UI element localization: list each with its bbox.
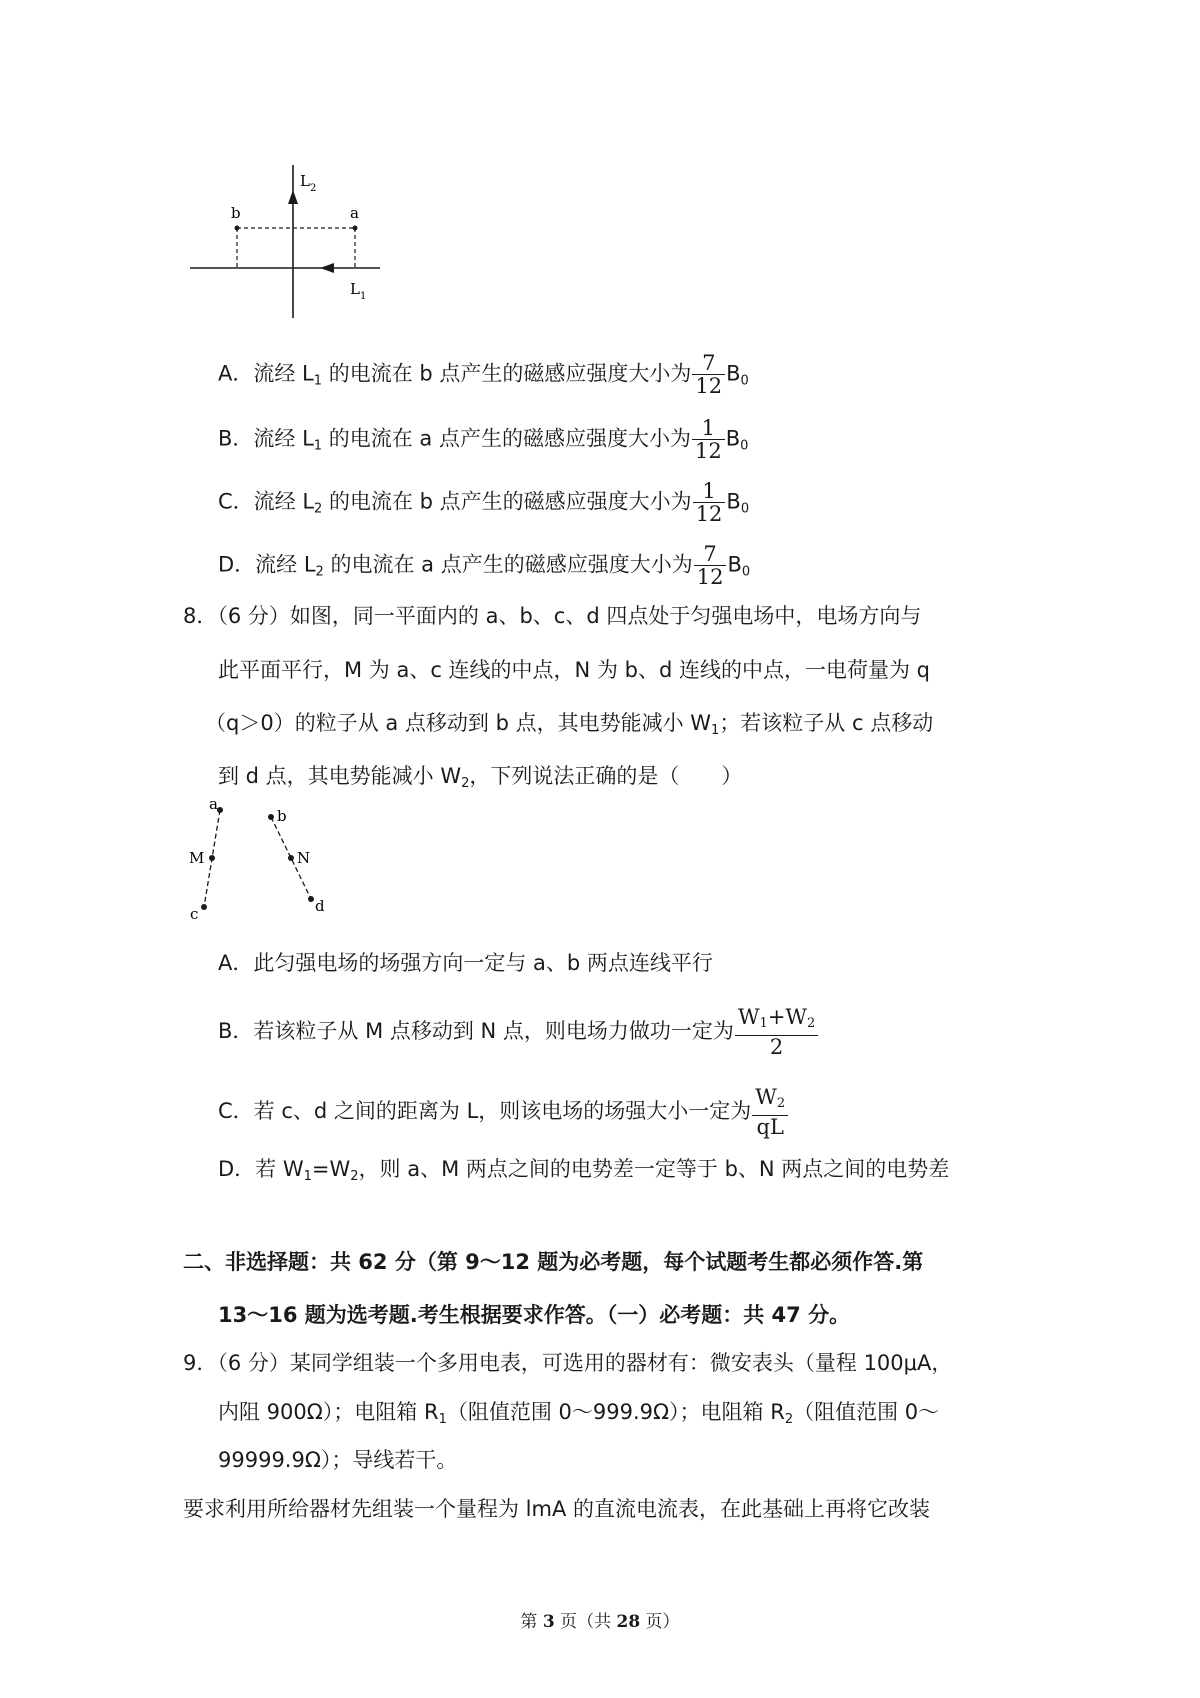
label-a: a — [209, 795, 218, 813]
points-figure — [180, 795, 340, 930]
q8-option-d: D．若 $W_1=W_2$，则 a、M 两点之间的电势差一定等于 b、N 两点之间的电势差 — [218, 1157, 950, 1184]
q8-line-3: （q＞0）的粒子从 a 点移动到 b 点，其电势能减小 $W_1$；若该粒子从 c 点移动 — [205, 711, 934, 738]
fraction: $\frac{W2}{qL}$ — [752, 1086, 788, 1138]
wire-figure — [180, 160, 400, 320]
label-M: M — [189, 849, 205, 867]
q8-option-c: C．若 c、d 之间的距离为 L，则该电场的场强大小一定为 $\frac{W2}{qL}$ — [218, 1086, 789, 1138]
label-L1: L — [350, 280, 360, 298]
label-L1-sub: 1 — [360, 291, 367, 302]
section-2-heading-line-2: 13～16 题为选考题.考生根据要求作答。（一）必考题：共 47 分。 — [218, 1303, 851, 1327]
label-a: a — [350, 204, 359, 222]
q8-line-1: 8．（6 分）如图，同一平面内的 a、b、c、d 四点处于匀强电场中，电场方向与 — [183, 604, 922, 628]
point-M — [209, 855, 215, 861]
fraction: $\frac{W1+W2}{2}$ — [735, 1006, 818, 1058]
label-b: b — [231, 204, 241, 222]
section-2-heading-line-1: 二、非选择题：共 62 分（第 9～12 题为必考题，每个试题考生都必须作答.第 — [183, 1250, 924, 1274]
fraction: $\frac{7}{12}$ — [694, 543, 727, 588]
arrow-up-icon — [288, 190, 298, 204]
label-c: c — [190, 905, 199, 923]
fraction: $\frac{1}{12}$ — [693, 480, 726, 525]
label-L2: L — [300, 172, 310, 190]
q7-option-a: A．流经 $L_1$ 的电流在 b 点产生的磁感应强度大小为 $\frac{7}{12}$ $B_0$ — [218, 351, 749, 398]
label-N: N — [297, 849, 311, 867]
q8-line-4: 到 d 点，其电势能减小 $W_2$，下列说法正确的是（ ） — [218, 764, 743, 791]
q8-line-2: 此平面平行，M 为 a、c 连线的中点，N 为 b、d 连线的中点，一电荷量为 q — [218, 658, 930, 682]
label-L2-sub: 2 — [310, 183, 317, 194]
label-b: b — [277, 807, 287, 825]
q7-option-b: B．流经 $L_1$ 的电流在 a 点产生的磁感应强度大小为 $\frac{1}{12}$ $B_0$ — [218, 416, 749, 463]
q9-line-2: 内阻 900Ω）；电阻箱 $R_1$（阻值范围 0～999.9Ω）；电阻箱 $R_2$（阻值范围 0～ — [218, 1400, 940, 1427]
label-d: d — [315, 897, 325, 915]
point-a — [353, 226, 358, 231]
q8-option-a: A．此匀强电场的场强方向一定与 a、b 两点连线平行 — [218, 951, 713, 975]
q9-line-3: 99999.9Ω）；导线若干。 — [218, 1448, 458, 1472]
arrow-left-icon — [320, 263, 334, 273]
q7-option-c: C．流经 $L_2$ 的电流在 b 点产生的磁感应强度大小为 $\frac{1}{12}$ $B_0$ — [218, 479, 750, 526]
q8-option-b: B．若该粒子从 M 点移动到 N 点，则电场力做功一定为 $\frac{W1+W2}{2}$ — [218, 1006, 819, 1058]
point-c — [201, 904, 207, 910]
page-footer: 第 3 页（共 28 页） — [520, 1612, 680, 1632]
fraction: $\frac{1}{12}$ — [692, 417, 725, 462]
point-N — [288, 855, 294, 861]
point-b — [268, 814, 274, 820]
q9-line-1: 9．（6 分）某同学组装一个多用电表，可选用的器材有：微安表头（量程 100μA， — [183, 1351, 953, 1375]
fraction: $\frac{7}{12}$ — [692, 352, 725, 397]
q7-option-d: D．流经 $L_2$ 的电流在 a 点产生的磁感应强度大小为 $\frac{7}{12}$ $B_0$ — [218, 542, 751, 589]
point-d — [308, 896, 314, 902]
point-b — [235, 226, 240, 231]
q9-line-4: 要求利用所给器材先组装一个量程为 lmA 的直流电流表，在此基础上再将它改装 — [183, 1497, 931, 1521]
